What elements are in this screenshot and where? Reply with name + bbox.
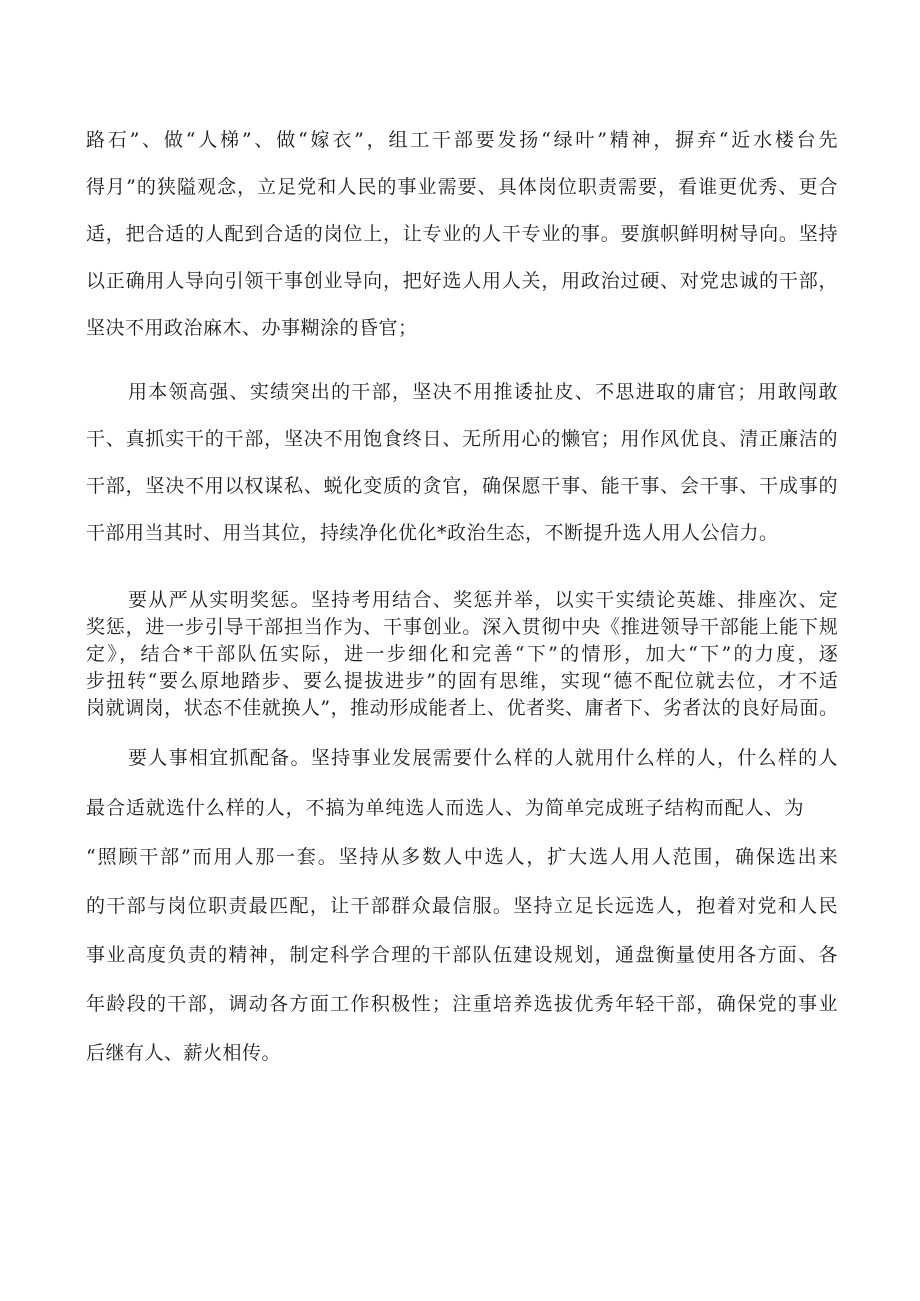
text-line: 用本领高强、实绩突出的干部，坚决不用推诿扯皮、不思进取的庸官；用敢闯敢: [128, 381, 838, 403]
text-line: 坚决不用政治麻木、办事糊涂的昏官；: [86, 317, 418, 339]
text-line: 后继有人、薪火相传。: [86, 1042, 282, 1064]
text-line: 干部用当其时、用当其位，持续净化优化*政治生态，不断提升选人用人公信力。: [86, 522, 779, 544]
text-line: 奖惩，进一步引导干部担当作为、干事创业。深入贯彻中央《推进领导干部能上能下规: [86, 616, 838, 638]
text-line: 路石”、做“人梯”、做“嫁衣”，组工干部要发扬“绿叶”精神，摒弃“近水楼台先: [86, 129, 838, 151]
text-line: 岗就调岗，状态不佳就换人”，推动形成能者上、优者奖、庸者下、劣者汰的良好局面。: [86, 697, 838, 719]
text-line: 干部，坚决不用以权谋私、蜕化变质的贪官，确保愿干事、能干事、会干事、干成事的: [86, 475, 838, 497]
text-line: “照顾干部”而用人那一套。坚持从多数人中选人，扩大选人用人范围，确保选出来: [86, 846, 838, 868]
text-line: 要从严从实明奖惩。坚持考用结合、奖惩并举，以实干实绩论英雄、排座次、定: [128, 589, 838, 611]
text-line: 步扭转“要么原地踏步、要么提拔进步”的固有思维，实现“德不配位就去位，才不适: [86, 670, 838, 692]
text-line: 事业高度负责的精神，制定科学合理的干部队伍建设规划，通盘衡量使用各方面、各: [86, 944, 838, 966]
text-line: 年龄段的干部，调动各方面工作积极性；注重培养选拔优秀年轻干部，确保党的事业: [86, 993, 838, 1015]
text-line: 要人事相宜抓配备。坚持事业发展需要什么样的人就用什么样的人，什么样的人: [128, 747, 838, 769]
text-line: 的干部与岗位职责最匹配，让干部群众最信服。坚持立足长远选人，抱着对党和人民: [86, 895, 838, 917]
text-line: 干、真抓实干的干部，坚决不用饱食终日、无所用心的懒官；用作风优良、清正廉洁的: [86, 428, 838, 450]
text-line: 得月”的狭隘观念，立足党和人民的事业需要、具体岗位职责需要，看谁更优秀、更合: [86, 176, 838, 198]
text-line: 适，把合适的人配到合适的岗位上，让专业的人干专业的事。要旗帜鲜明树导向。坚持: [86, 223, 838, 245]
text-line: 最合适就选什么样的人，不搞为单纯选人而选人、为简单完成班子结构而配人、为: [86, 797, 804, 819]
text-line: 定》，结合*干部队伍实际，进一步细化和完善“下”的情形，加大“下”的力度，逐: [86, 643, 838, 665]
text-line: 以正确用人导向引领干事创业导向，把好选人用人关，用政治过硬、对党忠诚的干部，: [86, 270, 838, 292]
